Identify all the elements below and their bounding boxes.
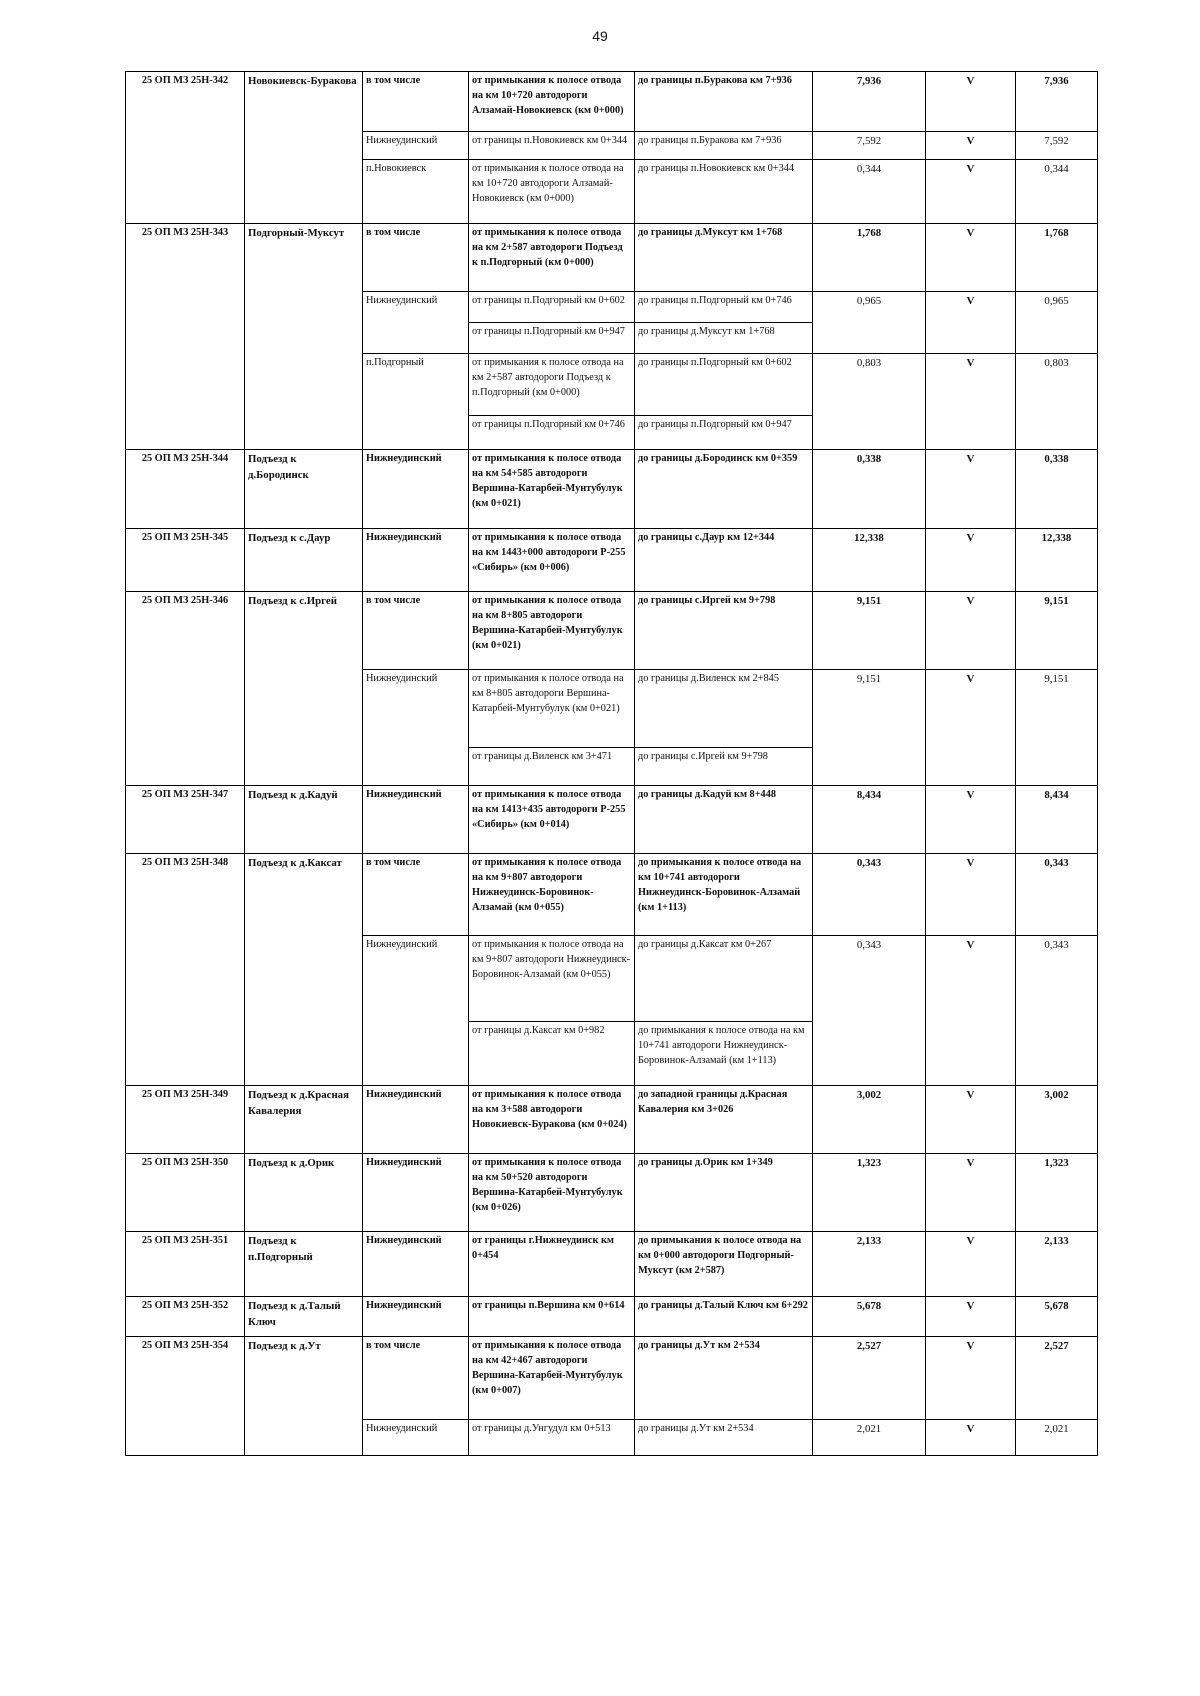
- district-cell: в том числе: [363, 72, 469, 132]
- total-cell: 9,151: [1016, 592, 1098, 670]
- category-cell: V: [926, 160, 1016, 224]
- length-cell: 0,344: [813, 160, 926, 224]
- district-cell: п.Новокиевск: [363, 160, 469, 224]
- to-cell: до границы д.Виленск км 2+845: [635, 670, 813, 748]
- road-id: 25 ОП МЗ 25Н-354: [126, 1337, 245, 1456]
- road-id: 25 ОП МЗ 25Н-344: [126, 450, 245, 529]
- length-cell: 0,343: [813, 936, 926, 1086]
- road-id: 25 ОП МЗ 25Н-349: [126, 1086, 245, 1154]
- total-cell: 8,434: [1016, 786, 1098, 854]
- total-cell: 7,936: [1016, 72, 1098, 132]
- length-cell: 3,002: [813, 1086, 926, 1154]
- category-cell: V: [926, 1297, 1016, 1337]
- length-cell: 8,434: [813, 786, 926, 854]
- total-cell: 12,338: [1016, 529, 1098, 592]
- district-cell: в том числе: [363, 1337, 469, 1420]
- road-name: Подъезд к д.Ут: [245, 1337, 363, 1456]
- length-cell: 12,338: [813, 529, 926, 592]
- from-cell: от примыкания к полосе отвода на км 10+720 автодороги Алзамай-Новокиевск (км 0+000): [469, 160, 635, 224]
- category-cell: V: [926, 354, 1016, 450]
- road-id: 25 ОП МЗ 25Н-352: [126, 1297, 245, 1337]
- from-cell: от границы п.Вершина км 0+614: [469, 1297, 635, 1337]
- to-cell: до границы д.Ут км 2+534: [635, 1420, 813, 1456]
- roads-table: [125, 71, 1098, 1456]
- total-cell: 0,343: [1016, 854, 1098, 936]
- category-cell: V: [926, 592, 1016, 670]
- from-cell: от границы п.Подгорный км 0+947: [469, 323, 635, 354]
- length-cell: 9,151: [813, 670, 926, 786]
- table-row: [126, 529, 1098, 592]
- road-name: Подъезд к с.Иргей: [245, 592, 363, 786]
- category-cell: V: [926, 1420, 1016, 1456]
- road-id: 25 ОП МЗ 25Н-343: [126, 224, 245, 450]
- to-cell: до примыкания к полосе отвода на км 0+000 автодороги Подгорный-Муксут (км 2+587): [635, 1232, 813, 1297]
- road-name: Подъезд к д.Бородинск: [245, 450, 363, 529]
- table-row: [126, 1337, 1098, 1420]
- from-cell: от границы д.Каксат км 0+982: [469, 1022, 635, 1086]
- from-cell: от границы п.Подгорный км 0+746: [469, 416, 635, 450]
- from-cell: от примыкания к полосе отвода на км 8+805 автодороги Вершина-Катарбей-Мунтубулук (км 0+021): [469, 670, 635, 748]
- to-cell: до границы д.Каксат км 0+267: [635, 936, 813, 1022]
- total-cell: 0,338: [1016, 450, 1098, 529]
- to-cell: до границы д.Муксут км 1+768: [635, 323, 813, 354]
- to-cell: до границы с.Даур км 12+344: [635, 529, 813, 592]
- from-cell: от примыкания к полосе отвода на км 54+585 автодороги Вершина-Катарбей-Мунтубулук (км 0+021): [469, 450, 635, 529]
- category-cell: V: [926, 1154, 1016, 1232]
- from-cell: от границы д.Виленск км 3+471: [469, 748, 635, 786]
- table-row: [126, 854, 1098, 936]
- from-cell: от примыкания к полосе отвода на км 2+587 автодороги Подъезд к п.Подгорный (км 0+000): [469, 354, 635, 416]
- table-row: [126, 786, 1098, 854]
- road-name: Подъезд к д.Каксат: [245, 854, 363, 1086]
- to-cell: до западной границы д.Красная Кавалерия км 3+026: [635, 1086, 813, 1154]
- road-name: Подъезд к с.Даур: [245, 529, 363, 592]
- district-cell: Нижнеудинский: [363, 1420, 469, 1456]
- table-row: [126, 1232, 1098, 1297]
- category-cell: V: [926, 854, 1016, 936]
- length-cell: 1,323: [813, 1154, 926, 1232]
- from-cell: от примыкания к полосе отвода на км 3+588 автодороги Новокиевск-Буракова (км 0+024): [469, 1086, 635, 1154]
- to-cell: до границы д.Бородинск км 0+359: [635, 450, 813, 529]
- district-cell: Нижнеудинский: [363, 132, 469, 160]
- road-name: Подъезд к д.Кадуй: [245, 786, 363, 854]
- from-cell: от примыкания к полосе отвода на км 9+807 автодороги Нижнеудинск-Боровинок-Алзамай (км 0+055): [469, 936, 635, 1022]
- district-cell: в том числе: [363, 224, 469, 292]
- length-cell: 9,151: [813, 592, 926, 670]
- table-row: [126, 450, 1098, 529]
- table-row: [126, 592, 1098, 670]
- to-cell: до границы д.Муксут км 1+768: [635, 224, 813, 292]
- road-name: Подъезд к д.Красная Кавалерия: [245, 1086, 363, 1154]
- road-name: Новокиевск-Буракова: [245, 72, 363, 224]
- district-cell: Нижнеудинский: [363, 450, 469, 529]
- total-cell: 1,768: [1016, 224, 1098, 292]
- to-cell: до границы п.Буракова км 7+936: [635, 72, 813, 132]
- district-cell: Нижнеудинский: [363, 1086, 469, 1154]
- road-name: Подъезд к п.Подгорный: [245, 1232, 363, 1297]
- to-cell: до границы с.Иргей км 9+798: [635, 592, 813, 670]
- district-cell: Нижнеудинский: [363, 1154, 469, 1232]
- category-cell: V: [926, 132, 1016, 160]
- category-cell: V: [926, 450, 1016, 529]
- category-cell: V: [926, 670, 1016, 786]
- road-id: 25 ОП МЗ 25Н-351: [126, 1232, 245, 1297]
- from-cell: от границы п.Подгорный км 0+602: [469, 292, 635, 323]
- from-cell: от примыкания к полосе отвода на км 1413+435 автодороги Р-255 «Сибирь» (км 0+014): [469, 786, 635, 854]
- from-cell: от примыкания к полосе отвода на км 50+520 автодороги Вершина-Катарбей-Мунтубулук (км 0+026): [469, 1154, 635, 1232]
- to-cell: до границы д.Орик км 1+349: [635, 1154, 813, 1232]
- length-cell: 2,133: [813, 1232, 926, 1297]
- length-cell: 0,338: [813, 450, 926, 529]
- total-cell: 0,803: [1016, 354, 1098, 450]
- length-cell: 2,021: [813, 1420, 926, 1456]
- road-id: 25 ОП МЗ 25Н-342: [126, 72, 245, 224]
- road-id: 25 ОП МЗ 25Н-348: [126, 854, 245, 1086]
- from-cell: от примыкания к полосе отвода на км 8+805 автодороги Вершина-Катарбей-Мунтубулук (км 0+021): [469, 592, 635, 670]
- length-cell: 5,678: [813, 1297, 926, 1337]
- length-cell: 7,936: [813, 72, 926, 132]
- district-cell: Нижнеудинский: [363, 670, 469, 786]
- total-cell: 0,344: [1016, 160, 1098, 224]
- category-cell: V: [926, 1337, 1016, 1420]
- to-cell: до примыкания к полосе отвода на км 10+741 автодороги Нижнеудинск-Боровинок-Алзамай (км 1+113): [635, 854, 813, 936]
- district-cell: Нижнеудинский: [363, 529, 469, 592]
- district-cell: в том числе: [363, 592, 469, 670]
- from-cell: от границы п.Новокиевск км 0+344: [469, 132, 635, 160]
- table-row: [126, 224, 1098, 292]
- road-id: 25 ОП МЗ 25Н-345: [126, 529, 245, 592]
- road-name: Подъезд к д.Талый Ключ: [245, 1297, 363, 1337]
- to-cell: до границы д.Ут км 2+534: [635, 1337, 813, 1420]
- district-cell: Нижнеудинский: [363, 292, 469, 354]
- category-cell: V: [926, 72, 1016, 132]
- road-name: Подъезд к д.Орик: [245, 1154, 363, 1232]
- to-cell: до границы п.Подгорный км 0+602: [635, 354, 813, 416]
- category-cell: V: [926, 224, 1016, 292]
- total-cell: 7,592: [1016, 132, 1098, 160]
- district-cell: Нижнеудинский: [363, 936, 469, 1086]
- page-number: 49: [592, 28, 608, 44]
- to-cell: до примыкания к полосе отвода на км 10+741 автодороги Нижнеудинск-Боровинок-Алзамай (км 1+113): [635, 1022, 813, 1086]
- road-id: 25 ОП МЗ 25Н-346: [126, 592, 245, 786]
- district-cell: в том числе: [363, 854, 469, 936]
- district-cell: Нижнеудинский: [363, 1297, 469, 1337]
- from-cell: от примыкания к полосе отвода на км 9+807 автодороги Нижнеудинск-Боровинок-Алзамай (км 0+055): [469, 854, 635, 936]
- to-cell: до границы п.Новокиевск км 0+344: [635, 160, 813, 224]
- category-cell: V: [926, 529, 1016, 592]
- from-cell: от примыкания к полосе отвода на км 1443+000 автодороги Р-255 «Сибирь» (км 0+006): [469, 529, 635, 592]
- from-cell: от примыкания к полосе отвода на км 42+467 автодороги Вершина-Катарбей-Мунтубулук (км 0+007): [469, 1337, 635, 1420]
- road-id: 25 ОП МЗ 25Н-350: [126, 1154, 245, 1232]
- district-cell: Нижнеудинский: [363, 786, 469, 854]
- to-cell: до границы п.Подгорный км 0+947: [635, 416, 813, 450]
- to-cell: до границы п.Буракова км 7+936: [635, 132, 813, 160]
- table-row: [126, 1086, 1098, 1154]
- table-row: [126, 1297, 1098, 1337]
- total-cell: 2,527: [1016, 1337, 1098, 1420]
- length-cell: 0,343: [813, 854, 926, 936]
- table-row: [126, 1154, 1098, 1232]
- category-cell: V: [926, 936, 1016, 1086]
- to-cell: до границы п.Подгорный км 0+746: [635, 292, 813, 323]
- district-cell: п.Подгорный: [363, 354, 469, 450]
- from-cell: от границы д.Унгудул км 0+513: [469, 1420, 635, 1456]
- to-cell: до границы д.Талый Ключ км 6+292: [635, 1297, 813, 1337]
- from-cell: от примыкания к полосе отвода на км 10+720 автодороги Алзамай-Новокиевск (км 0+000): [469, 72, 635, 132]
- length-cell: 2,527: [813, 1337, 926, 1420]
- total-cell: 2,021: [1016, 1420, 1098, 1456]
- from-cell: от границы г.Нижнеудинск км 0+454: [469, 1232, 635, 1297]
- road-id: 25 ОП МЗ 25Н-347: [126, 786, 245, 854]
- total-cell: 0,343: [1016, 936, 1098, 1086]
- length-cell: 1,768: [813, 224, 926, 292]
- category-cell: V: [926, 1232, 1016, 1297]
- total-cell: 0,965: [1016, 292, 1098, 354]
- from-cell: от примыкания к полосе отвода на км 2+587 автодороги Подъезд к п.Подгорный (км 0+000): [469, 224, 635, 292]
- category-cell: V: [926, 786, 1016, 854]
- total-cell: 1,323: [1016, 1154, 1098, 1232]
- table-row: [126, 72, 1098, 132]
- total-cell: 2,133: [1016, 1232, 1098, 1297]
- total-cell: 3,002: [1016, 1086, 1098, 1154]
- road-name: Подгорный-Муксут: [245, 224, 363, 450]
- category-cell: V: [926, 292, 1016, 354]
- to-cell: до границы с.Иргей км 9+798: [635, 748, 813, 786]
- district-cell: Нижнеудинский: [363, 1232, 469, 1297]
- category-cell: V: [926, 1086, 1016, 1154]
- length-cell: 7,592: [813, 132, 926, 160]
- total-cell: 5,678: [1016, 1297, 1098, 1337]
- length-cell: 0,965: [813, 292, 926, 354]
- length-cell: 0,803: [813, 354, 926, 450]
- to-cell: до границы д.Кадуй км 8+448: [635, 786, 813, 854]
- total-cell: 9,151: [1016, 670, 1098, 786]
